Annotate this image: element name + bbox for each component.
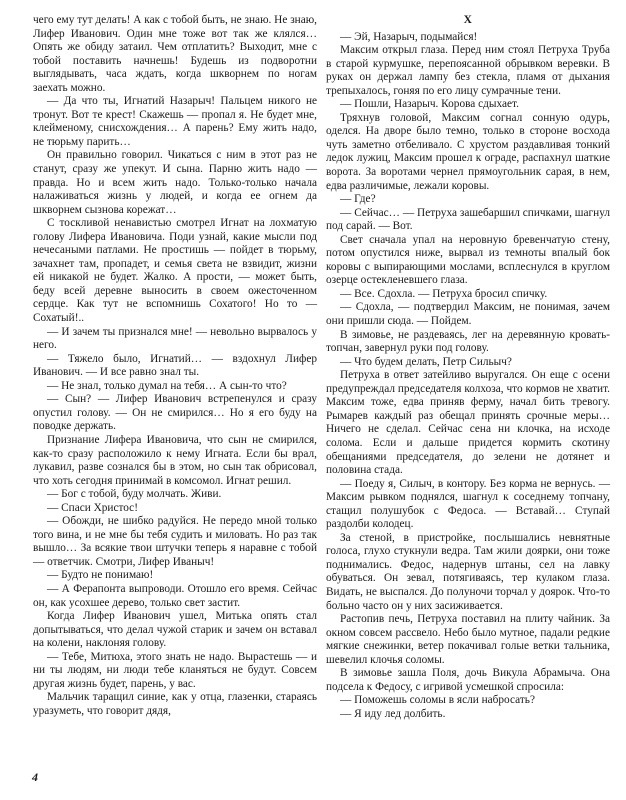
paragraph: В зимовье, не раздеваясь, лег на деревянную кровать-топчан, завернул руки под голову. xyxy=(326,328,610,355)
paragraph: — Поеду я, Силыч, в контору. Без корма не вернусь. — Максим рывком поднялся, шагнул к соседнему топчану, стащил полушубок с Федоса. — Вставай… Ступай раздолби колодец. xyxy=(326,477,610,531)
paragraph: — Да что ты, Игнатий Назарыч! Пальцем никого не тронут. Вот те крест! Скажешь — пропал я. Не будет мне, клейменому, снисхождения… А парень? Ему жить надо, не тюрьму парить… xyxy=(33,95,317,148)
paragraph: — Не знал, только думал на тебя… А сын-то что? xyxy=(47,379,287,392)
paragraph: Петруха в ответ затейливо выругался. Он еще с осени предупреждал председателя колхоза, что кормов не хватит. Максим тоже, едва приняв ферму, начал бить тревогу. Рымарев каждый раз обещал принять срочные меры… Ничего не сделал. Сейчас сена ни клочка, на исходе солома. Если и дальше придется кормить скотину обещаниями председателя, до зелени не дотянет и половина стада. xyxy=(326,369,610,477)
paragraph: Свет сначала упал на неровную бревенчатую стену, потом опустился ниже, вырвал из темноты впалый бок коровы с выпирающими мослами, всплеснулся в круглом озерце остекленевшего глаза. xyxy=(326,233,610,287)
paragraph: — Что будем делать, Петр Сильыч? xyxy=(340,355,512,368)
paragraph: — Пошли, Назарыч. Корова сдыхает. xyxy=(340,98,519,111)
paragraph: Он правильно говорил. Чикаться с ним в этот раз не станут, сразу же упекут. И сына. Парню жить надо — правда. Но и всем жить надо. Только-только начала налаживаться жизнь у людей, и когда ее огнем да шкворнем сызнова корежат… xyxy=(33,149,317,216)
right-text-column xyxy=(326,14,610,721)
paragraph: Когда Лифер Иванович ушел, Митька опять стал допытываться, что делал чужой старик и зачем он вставал на колени, наклоняя голову. xyxy=(33,610,317,650)
paragraph: Тряхнув головой, Максим согнал сонную одурь, оделся. На дворе было темно, только в стороне восхода чуть заметно отбеливало. С хрустом раздавливая тонкий ледок лужиц, Максим прошел к ограде, распахнул шаткие ворота. За воротами чернел прямоугольник сарая, в нем, едва различимые, лежали коровы. xyxy=(326,111,610,192)
paragraph: — Где? xyxy=(340,193,376,206)
paragraph: — Обожди, не шибко радуйся. Не передо мной только того вина, и не мне бы тебя судить и миловать. Но раз так вышло… За всякие твои штучки теперь я наравне с тобой — ответчик. Смотри, Лифер Иваныч! xyxy=(33,515,317,568)
paragraph: — Спаси Христос! xyxy=(47,501,138,514)
left-text-column xyxy=(33,14,317,718)
paragraph: — Тебе, Митюха, этого знать не надо. Вырастешь — и ни ты людям, ни люди тебе кланяться не будут. Совсем другая жизнь будет, парень, у вас. xyxy=(33,650,317,690)
paragraph: — Сын? — Лифер Иванович встрепенулся и сразу опустил голову. — Он не смирился… Но я его буду на поводке держать. xyxy=(33,393,317,433)
paragraph: чего ему тут делать! А как с тобой быть, не знаю. Не знаю, Лифер Иванович. Один мне тоже вот так же клялся… Опять же обиду затаил. Чем отплатить? Выходит, мне с тобой поставить начнешь! Будешь из подворотни выглядывать, часа ждать, когда шкворнем по ногам заехать можно. xyxy=(33,14,317,94)
paragraph: — Тяжело было, Игнатий… — вздохнул Лифер Иванович. — И все равно знал ты. xyxy=(33,352,317,379)
paragraph: Растопив печь, Петруха поставил на плиту чайник. За окном совсем рассвело. Небо было мутное, падали редкие мягкие снежинки, ветер покачивал голые ветки тальника, шевелил клочья соломы. xyxy=(326,613,610,666)
chapter-heading: X xyxy=(463,14,473,26)
paragraph: — Эй, Назарыч, подымайся! xyxy=(340,30,478,43)
paragraph: С тоскливой ненавистью смотрел Игнат на лохматую голову Лифера Ивановича. Поди узнай, какие мысли под нечесаными патлами. Не простишь — пойдет в тюрьму, зачахнет там, пропадет, и семья света не взвидит, жизни ей никакой не будет. Жалко. А прости, — может быть, беду всей деревне выносить в своем ожесточенном сердце. Как тут не вспомнишь Сохатого! Но то — Сохатый!.. xyxy=(33,217,317,325)
paragraph: Признание Лифера Ивановича, что сын не смирился, как-то сразу расположило к нему Игната. Если бы врал, лукавил, разве сознался бы в этом, но сын так обрисовал, что хоть сегодня принимай в комсомол. Игнат решил. xyxy=(33,433,317,487)
paragraph: — Бог с тобой, буду молчать. Живи. xyxy=(47,488,222,501)
paragraph: — Сдохла, — подтвердил Максим, не понимая, зачем они пришли сюда. — Пойдем. xyxy=(326,301,610,328)
paragraph: Мальчик таращил синие, как у отца, глазенки, стараясь уразуметь, что говорит дядя, xyxy=(33,691,317,717)
paragraph: — А Ферапонта выпроводи. Отошло его время. Сейчас он, как усохшее дерево, только свет застит. xyxy=(33,582,317,609)
paragraph: — Сейчас… — Петруха зашебаршил спичками, шагнул под сарай. — Вот. xyxy=(326,206,610,233)
paragraph: — Все. Сдохла. — Петруха бросил спичку. xyxy=(340,287,548,300)
page-number: 4 xyxy=(32,770,38,784)
paragraph: — И зачем ты признался мне! — невольно вырвалось у него. xyxy=(33,325,317,352)
paragraph: За стеной, в пристройке, послышались невнятные голоса, глухо стукнули ведра. Там жили доярки, они тоже поднимались. Федос, надернув штаны, сел на лавку обуваться. Он зевал, потягиваясь, тер кулаком глаза. Видать, не выспался. До полуночи торчал у доярок. Что-то больно часто он у них засиживается. xyxy=(326,531,610,612)
paragraph: — Поможешь соломы в ясли набросать? xyxy=(340,694,535,707)
paragraph: — Я иду лед долбить. xyxy=(340,707,446,720)
paragraph: В зимовье зашла Поля, дочь Викула Абрамыча. Она подсела к Федосу, с игривой усмешкой спросила: xyxy=(326,667,610,693)
paragraph: — Будто не понимаю! xyxy=(47,569,154,582)
paragraph: Максим открыл глаза. Перед ним стоял Петруха Труба в старой курмушке, перепоясанной обрывком веревки. В руках он держал лампу без стекла, пламя от дыхания трепыхалось, гоняя по его лицу сумрачные тени. xyxy=(326,44,610,97)
